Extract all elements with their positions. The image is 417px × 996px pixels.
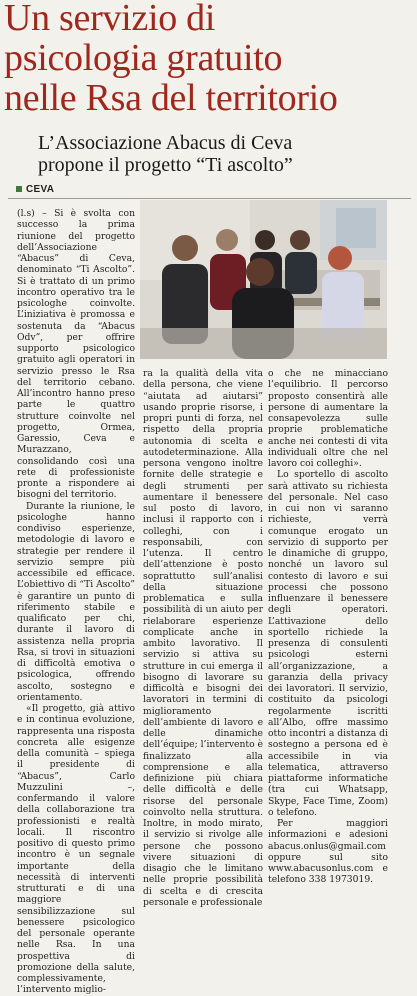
article-paragraph: (l.s) – Si è svolta con successo la prima riunione del progetto dell’Associazione “Abacus” di Ceva, denominato “Ti Ascolto”. Si è trattato di un primo incontro operativo tra le psicologhe coinvolte. L’iniziativa è promossa e sostenuta da “Abacus Odv”, per offrire supporto psicologico gratuito agli operatori in servizio presso le Rsa del territorio cebano. All’incontro hanno preso parte le quattro strutture coinvolte nel progetto, Ormea, Garessio, Ceva e Murazzano, consolidando così una rete di professioniste pronte a rispondere ai bisogni del territorio. <box>17 208 135 501</box>
headline-line-3: nelle Rsa del territorio <box>4 77 338 119</box>
article-paragraph: o che ne minacciano l’equilibrio. Il percorso proposto consentirà alle persone di aumentare la consapevolezza sulle proprie problematiche anche nei contesti di vita individuali oltre che nel lavoro coi colleghi». <box>268 368 388 469</box>
article-paragraph: Durante la riunione, le psicologhe hanno condiviso esperienze, metodologie di lavoro e strategie per rendere il servizio sempre più accessibile ed efficace. L’obiettivo di “Ti Ascolto” è garantire un punto di riferimento stabile e qualificato per chi, durante il lavoro di assistenza nella propria Rsa, si trovi in situazioni di difficoltà emotiva o psicologica, offrendo ascolto, sostegno e orientamento. <box>17 500 135 703</box>
section-tag <box>16 184 54 195</box>
subheadline-line-1: L’Associazione Abacus di Ceva <box>38 132 293 154</box>
subheadline-line-2: propone il progetto “Ti ascolto” <box>38 154 293 176</box>
headline-line-2: psicologia gratuito <box>4 37 283 79</box>
article-paragraph: «Il progetto, già attivo e in continua evoluzione, rappresenta una risposta concreta alle esigenze della comunità – spiega il presidente di “Abacus”, Carlo Muzzulini –, confermando il valore della collaborazione tra professionisti e realtà locali. Il riscontro positivo di questo primo incontro è un segnale importante della necessità di interventi strutturati e di una maggiore sensibilizzazione sul benessere psicologico del personale operante nelle Rsa. In una prospettiva di promozione della salute, complessivamente, l’intervento miglio- <box>17 703 135 996</box>
headline-line-1: Un servizio di <box>4 0 216 39</box>
meeting-photo-illustration <box>140 200 387 359</box>
article-column-1 <box>17 208 135 996</box>
article-paragraph: ra la qualità della vita della persona, che viene “aiutata ad aiutarsi” usando proprie risorse, i propri punti di forza, nel rispetto della propria autonomia di scelta e autodeterminazione. Alla persona vengono inoltre fornite delle strategie e degli strumenti per aumentare il benessere sul posto di lavoro, inclusi il rapporto con i colleghi, con i responsabili, con l’utenza. Il centro dell’attenzione è posto soprattutto sull’analisi della situazione problematica e sulla possibilità di un aiuto per rielaborare esperienze complicate anche in ambito lavorativo. Il servizio si attiva su strutture in cui emerga il bisogno di lavorare su difficoltà e bisogni dei lavoratori in termini di miglioramento dell’ambiente di lavoro e delle dinamiche dell’équipe; l’intervento è finalizzato alla comprensione e alla definizione più chiara delle difficoltà e delle risorse del personale coinvolto nella struttura. Inoltre, in modo mirato, il servizio si rivolge alle persone che possono vivere situazioni di disagio che le limitano nelle proprie possibilità di scelta e di crescita personale e professionale <box>143 368 263 908</box>
subheadline <box>38 132 414 176</box>
article-column-2 <box>143 368 263 908</box>
meeting-photo <box>140 200 387 359</box>
section-marker-icon <box>16 186 22 192</box>
section-label: CEVA <box>26 184 55 195</box>
article-paragraph: Lo sportello di ascolto sarà attivato su richiesta del personale. Nel caso in cui non vi saranno richieste, verrà comunque erogato un servizio di supporto per le dinamiche di gruppo, nonché un lavoro sul contesto di lavoro e sui processi che possono influenzare il benessere degli operatori. L’attivazione dello sportello richiede la presenza di consulenti psicologi esterni all’organizzazione, a garanzia della privacy dei lavoratori. Il servizio, costituito da psicologi regolarmente iscritti all’Albo, offre massimo otto incontri a distanza di sostegno a persona ed è accessibile in via telematica, attraverso piattaforme informatiche (tra cui Whatsapp, Skype, Face Time, Zoom) o telefono. <box>268 469 388 818</box>
section-divider <box>8 198 411 199</box>
headline <box>4 0 414 118</box>
article-paragraph: Per maggiori informazioni e adesioni abacus.onlus@gmail.com oppure sul sito www.abacusonlus.com e telefono 338 1973019. <box>268 818 388 886</box>
article-column-3 <box>268 368 388 886</box>
